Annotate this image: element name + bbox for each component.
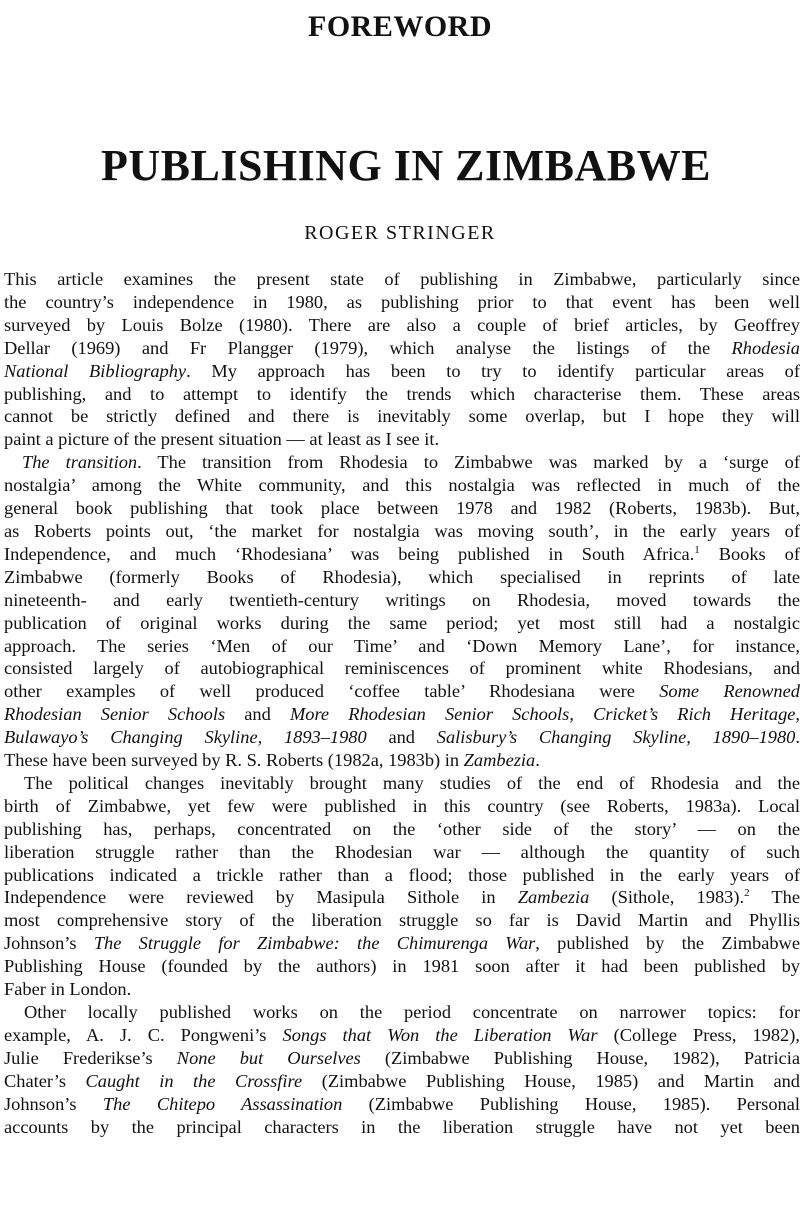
article-body — [4, 268, 800, 1138]
text-line: accounts by the principal characters in the liberation struggle have not yet been — [4, 1116, 800, 1137]
text-line: publishing has, perhaps, concentrated on the ‘other side of the story’ — on the — [4, 818, 800, 839]
text-line: surveyed by Louis Bolze (1980). There are also a couple of brief articles, by Geoffrey — [4, 314, 800, 335]
footnote-ref: 2 — [744, 887, 750, 900]
text-line: This article examines the present state of publishing in Zimbabwe, particularly since — [4, 269, 800, 289]
text-line: Johnson’s The Chitepo Assassination (Zimbabwe Publishing House, 1985). Personal — [4, 1093, 800, 1114]
text-line: Johnson’s The Struggle for Zimbabwe: the Chimurenga War, published by the Zimbabwe — [4, 933, 800, 954]
text-line: National Bibliography. My approach has been to try to identify particular areas of — [4, 360, 800, 381]
text-line: Faber in London. — [4, 979, 132, 1000]
text-line: These have been surveyed by R. S. Roberts (1982a, 1983b) in Zambezia. — [4, 750, 540, 771]
text-line: Bulawayo’s Changing Skyline, 1893–1980 and Salisbury’s Changing Skyline, 1890–1980. — [4, 727, 800, 748]
text-line: nineteenth- and early twentieth-century writings on Rhodesia, moved towards the — [4, 589, 800, 610]
text-line: consisted largely of autobiographical reminiscences of prominent white Rhodesians, and — [4, 658, 800, 679]
section-heading: FOREWORD — [308, 10, 492, 43]
text-line: Zimbabwe (formerly Books of Rhodesia), which specialised in reprints of late — [4, 566, 800, 587]
text-line: general book publishing that took place between 1978 and 1982 (Roberts, 1983b). But, — [4, 498, 800, 519]
text-line: most comprehensive story of the liberation struggle so far is David Martin and Phyllis — [4, 910, 800, 931]
text-line: Independence, and much ‘Rhodesiana’ was being published in South Africa.$^1$ Books of — [4, 543, 800, 564]
text-line: Chater’s Caught in the Crossfire (Zimbabwe Publishing House, 1985) and Martin and — [4, 1070, 800, 1091]
text-line: The political changes inevitably brought many studies of the end of Rhodesia and the — [24, 772, 800, 793]
footnote-ref: 1 — [694, 543, 700, 556]
text-line: other examples of well produced ‘coffee table’ Rhodesiana were Some Renowned — [4, 681, 800, 702]
text-line: the country’s independence in 1980, as publishing prior to that event has been well — [4, 291, 800, 312]
text-line: Julie Frederikse’s None but Ourselves (Zimbabwe Publishing House, 1982), Patricia — [4, 1047, 800, 1068]
text-line: Rhodesian Senior Schools and More Rhodesian Senior Schools, Cricket’s Rich Heritage, — [4, 704, 800, 725]
text-line: Independence were reviewed by Masipula Sithole in Zambezia (Sithole, 1983).$^2$ The — [4, 887, 800, 908]
text-line: publishing, and to attempt to identify the trends which characterise them. These areas — [4, 383, 800, 404]
text-line: cannot be strictly defined and there is inevitably some overlap, but I hope they will — [4, 406, 800, 427]
text-line: example, A. J. C. Pongweni’s Songs that Won the Liberation War (College Press, 1982), — [4, 1024, 800, 1045]
text-line: birth of Zimbabwe, yet few were published in this country (see Roberts, 1983a). Local — [4, 795, 800, 816]
text-line: Other locally published works on the period concentrate on narrower topics: for — [24, 1002, 800, 1022]
text-line: as Roberts points out, ‘the market for nostalgia was moving south’, in the early years of — [4, 520, 800, 541]
text-line: nostalgia’ among the White community, and this nostalgia was reflected in much of the — [4, 475, 800, 496]
text-line: Publishing House (founded by the authors) in 1981 soon after it had been published by — [4, 956, 800, 977]
article-title: PUBLISHING IN ZIMBABWE — [100, 141, 711, 190]
text-line: publication of original works during the same period; yet most still had a nostalgic — [4, 612, 800, 633]
text-line: Dellar (1969) and Fr Plangger (1979), which analyse the listings of the Rhodesia — [4, 337, 800, 358]
text-line: publications indicated a trickle rather than a flood; those published in the early years of — [4, 864, 800, 885]
text-line: The transition. The transition from Rhodesia to Zimbabwe was marked by a ‘surge of — [22, 452, 800, 473]
text-line: approach. The series ‘Men of our Time’ and ‘Down Memory Lane’, for instance, — [4, 635, 800, 656]
text-line: liberation struggle rather than the Rhodesian war — although the quantity of such — [4, 841, 800, 862]
author-name: ROGER STRINGER — [304, 222, 496, 244]
text-line: paint a picture of the present situation — at least as I see it. — [4, 429, 440, 450]
